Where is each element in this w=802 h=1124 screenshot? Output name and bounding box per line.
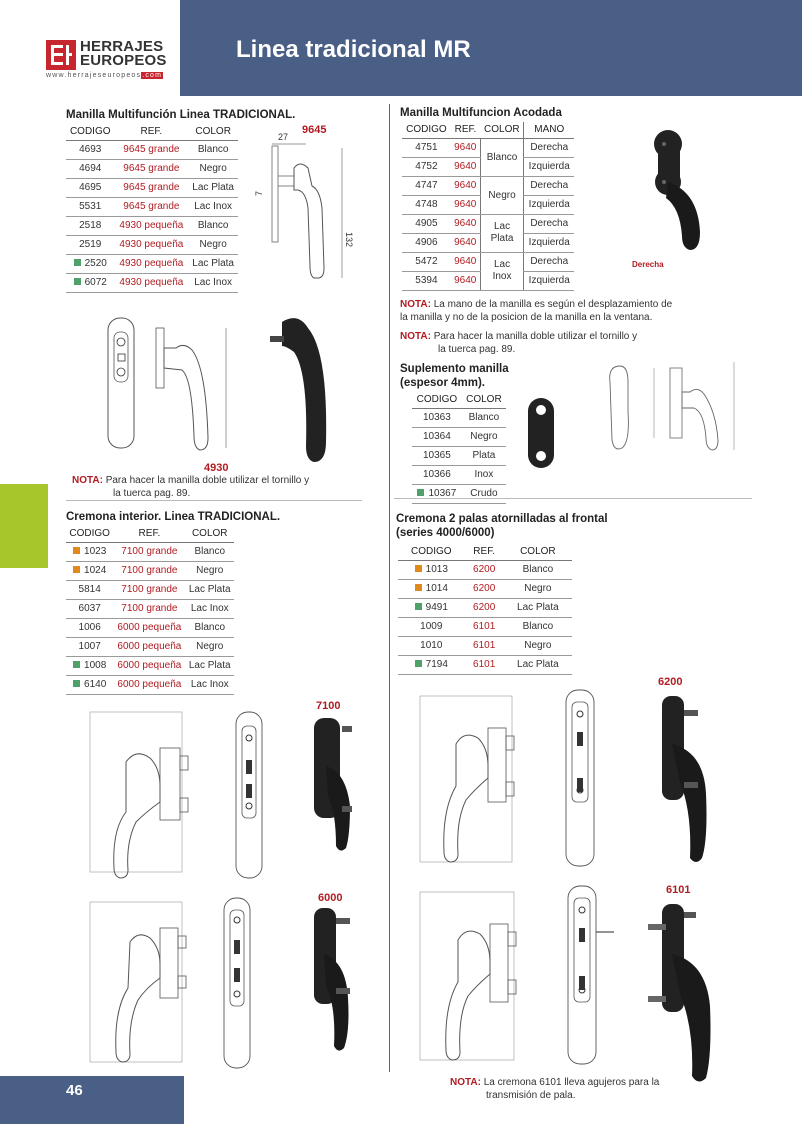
drawing-4930 (96, 308, 246, 458)
cell-code: 1008 (66, 656, 113, 675)
cell-ref: 9645 grande (114, 140, 188, 159)
cell-color: Lac Plata (188, 178, 238, 197)
col-header: CODIGO (402, 122, 451, 138)
cell-code: 10365 (412, 446, 462, 465)
table-row (66, 599, 234, 618)
cell-color: Blanco (185, 618, 234, 637)
table-row (66, 637, 234, 656)
table-row (66, 656, 234, 675)
cell-color: Blanco (504, 560, 572, 579)
table-row (66, 561, 234, 580)
col-header: COLOR (188, 124, 238, 140)
table-row (66, 216, 238, 235)
table-row (412, 484, 506, 503)
cell-ref: 6200 (465, 560, 504, 579)
cell-code: 2520 (66, 254, 114, 273)
logo-url: www.herrajeseuropeos.com (46, 72, 163, 79)
page-number: 46 (66, 1082, 83, 1099)
cell-color: Crudo (462, 484, 506, 503)
table-row (66, 273, 238, 292)
cell-ref: 7100 grande (113, 561, 185, 580)
cell-color: Lac Plata (188, 254, 238, 273)
cell-code: 1007 (66, 637, 113, 656)
cell-code: 2519 (66, 235, 114, 254)
color-swatch (73, 547, 80, 554)
col-header: COLOR (480, 122, 524, 138)
table-row (66, 235, 238, 254)
cell-ref: 4930 pequeña (114, 273, 188, 292)
cell-code: 10363 (412, 408, 462, 427)
drawing-6101 (404, 876, 620, 1066)
photo-suplemento (522, 396, 562, 472)
cell-code: 1009 (398, 617, 465, 636)
cell-color: Lac Inox (185, 675, 234, 694)
cell-code: 1023 (66, 542, 113, 561)
color-swatch (73, 661, 80, 668)
cell-code: 6140 (66, 675, 113, 694)
photo-6200 (648, 690, 728, 870)
logo-text-line1: HERRAJES (80, 38, 164, 55)
section-tab (0, 484, 48, 568)
cell-code: 2518 (66, 216, 114, 235)
cell-color: Lac Inox (188, 197, 238, 216)
suplemento-table (412, 392, 506, 504)
table-row (412, 446, 506, 465)
table-row (66, 254, 238, 273)
footer-band (0, 1076, 184, 1124)
table-row (412, 465, 506, 484)
nota-cremona-6101: NOTA: La cremona 6101 lleva agujeros para la transmisión de pala. (450, 1077, 660, 1101)
manilla-table (66, 124, 238, 293)
cell-code: 6037 (66, 599, 113, 618)
col-header: REF. (465, 544, 504, 560)
col-header: CODIGO (66, 526, 113, 542)
cell-ref: 6000 pequeña (113, 656, 185, 675)
col-header: COLOR (462, 392, 506, 408)
dim-label: 7 (254, 190, 264, 196)
col-header: COLOR (185, 526, 234, 542)
col-header: REF. (114, 124, 188, 140)
col-header: REF. (113, 526, 185, 542)
table-row (412, 408, 506, 427)
drawing-7100 (76, 702, 272, 884)
cell-code: 5531 (66, 197, 114, 216)
color-swatch (73, 566, 80, 573)
drawing-6000 (76, 888, 272, 1070)
photo-6101 (640, 896, 736, 1086)
cell-ref: 9645 grande (114, 159, 188, 178)
product-label-4930: 4930 (204, 462, 229, 474)
color-swatch (73, 680, 80, 687)
table-row (398, 636, 572, 655)
table-row (398, 598, 572, 617)
cell-ref: 9645 grande (114, 197, 188, 216)
cell-color: Plata (462, 446, 506, 465)
product-label-6200: 6200 (658, 676, 683, 688)
cell-ref: 6000 pequeña (113, 675, 185, 694)
cell-code: 10366 (412, 465, 462, 484)
cell-code: 6072 (66, 273, 114, 292)
cell-code: 1010 (398, 636, 465, 655)
col-header: CODIGO (66, 124, 114, 140)
section-title-cremona-2-palas: Cremona 2 palas atornilladas al frontal (series 4000/6000) (396, 513, 608, 539)
table-row (66, 197, 238, 216)
column-divider (389, 104, 390, 1072)
cell-ref: 7100 grande (113, 599, 185, 618)
nota-mano-manilla: NOTA: La mano de la manilla es según el desplazamiento de la manilla y no de la posicion de la manilla en la ventana. (400, 299, 673, 323)
cell-color: Lac Plata (504, 598, 572, 617)
logo-text-line2: EUROPEOS (80, 52, 167, 69)
cell-color: Blanco (504, 617, 572, 636)
cell-color: Inox (462, 465, 506, 484)
table-row (398, 560, 572, 579)
cell-ref: 7100 grande (113, 580, 185, 599)
cell-code: 7194 (398, 655, 465, 674)
cell-code: 10367 (412, 484, 462, 503)
page-title: Linea tradicional MR (236, 36, 471, 63)
cell-ref: 4930 pequeña (114, 254, 188, 273)
cell-ref: 6101 (465, 636, 504, 655)
cell-color: Blanco (185, 542, 234, 561)
cell-color: Negro (188, 235, 238, 254)
cell-code: 10364 (412, 427, 462, 446)
color-swatch (415, 565, 422, 572)
nota-manilla-doble-2: NOTA: Para hacer la manilla doble utilizar el tornillo y la tuerca pag. 89. (400, 331, 638, 355)
color-swatch (415, 584, 422, 591)
cell-color: Lac Inox (185, 599, 234, 618)
brand-logo (46, 40, 168, 80)
product-label-6000: 6000 (318, 892, 343, 904)
col-header: REF. (451, 122, 480, 138)
photo-6000 (306, 906, 370, 1056)
cell-code: 5814 (66, 580, 113, 599)
table-row (66, 542, 234, 561)
cell-color: Negro (504, 636, 572, 655)
color-swatch (417, 489, 424, 496)
cell-code: 9491 (398, 598, 465, 617)
cell-ref: 9645 grande (114, 178, 188, 197)
table-row (66, 159, 238, 178)
cell-color: Negro (188, 159, 238, 178)
table-row (66, 140, 238, 159)
nota-manilla-doble: NOTA: Para hacer la manilla doble utilizar el tornillo y la tuerca pag. 89. (72, 475, 310, 499)
photo-4930 (268, 312, 338, 472)
color-swatch (415, 603, 422, 610)
cell-color: Lac Inox (188, 273, 238, 292)
cell-code: 1013 (398, 560, 465, 579)
cell-code: 4695 (66, 178, 114, 197)
cell-ref: 6200 (465, 579, 504, 598)
dim-label: 132 (344, 232, 354, 248)
color-swatch (74, 259, 81, 266)
cell-ref: 7100 grande (113, 542, 185, 561)
cell-ref: 6101 (465, 655, 504, 674)
cell-color: Negro (185, 561, 234, 580)
section-title-suplemento: Suplemento manilla (espesor 4mm). (400, 363, 509, 389)
table-row (66, 580, 234, 599)
cell-code: 1024 (66, 561, 113, 580)
cremona-interior-table (66, 526, 234, 695)
photo-caption-derecha: Derecha (632, 260, 664, 269)
cremona-2-palas-table (398, 544, 572, 675)
color-swatch (415, 660, 422, 667)
cell-code: 4694 (66, 159, 114, 178)
cell-ref: 6101 (465, 617, 504, 636)
col-header: CODIGO (398, 544, 465, 560)
product-label-7100: 7100 (316, 700, 341, 712)
table-row (66, 675, 234, 694)
cell-color: Negro (185, 637, 234, 656)
table-row (398, 617, 572, 636)
col-header: MANO (524, 122, 574, 138)
col-header: COLOR (504, 544, 572, 560)
cell-ref: 6000 pequeña (113, 637, 185, 656)
drawing-6200 (402, 682, 618, 870)
table-row (66, 178, 238, 197)
color-swatch (74, 278, 81, 285)
cell-ref: 6200 (465, 598, 504, 617)
drawing-suplemento (594, 352, 754, 462)
col-header: CODIGO (412, 392, 462, 408)
cell-color: Blanco (188, 140, 238, 159)
cell-color: Lac Plata (185, 580, 234, 599)
product-label-9645: 9645 (302, 124, 327, 136)
cell-ref: 4930 pequeña (114, 235, 188, 254)
table-row (66, 618, 234, 637)
acodada-table: CODIGO REF. COLOR MANO 4751 9640 Blanco Derecha 4752 9640 Izquierda 4747 9640 Negro Derecha 4748 9640 Izquierda 4905 9640 Lac Plata Derecha 4906 9640 Izquierda 5472 9640 Lac Inox Derecha 5394 9640 Izquierda (402, 122, 574, 291)
cell-code: 4693 (66, 140, 114, 159)
cell-color: Blanco (462, 408, 506, 427)
section-title-manilla-multifuncion: Manilla Multifunción Linea TRADICIONAL. (66, 109, 296, 121)
product-label-6101: 6101 (666, 884, 691, 896)
cell-color: Blanco (188, 216, 238, 235)
cell-color: Lac Plata (504, 655, 572, 674)
logo-mark-icon (46, 40, 76, 70)
table-row (412, 427, 506, 446)
cell-code: 1006 (66, 618, 113, 637)
cell-color: Negro (462, 427, 506, 446)
table-row (398, 579, 572, 598)
cell-ref: 6000 pequeña (113, 618, 185, 637)
section-divider (66, 500, 362, 501)
section-title-manilla-acodada: Manilla Multifuncion Acodada (400, 107, 562, 119)
photo-9640-derecha (628, 122, 718, 262)
cell-color: Negro (504, 579, 572, 598)
cell-color: Lac Plata (185, 656, 234, 675)
table-row (398, 655, 572, 674)
dim-label: 27 (278, 132, 289, 142)
photo-7100 (306, 716, 366, 856)
section-title-cremona-interior: Cremona interior. Linea TRADICIONAL. (66, 511, 281, 523)
drawing-9645 (250, 128, 370, 298)
cell-code: 1014 (398, 579, 465, 598)
cell-ref: 4930 pequeña (114, 216, 188, 235)
